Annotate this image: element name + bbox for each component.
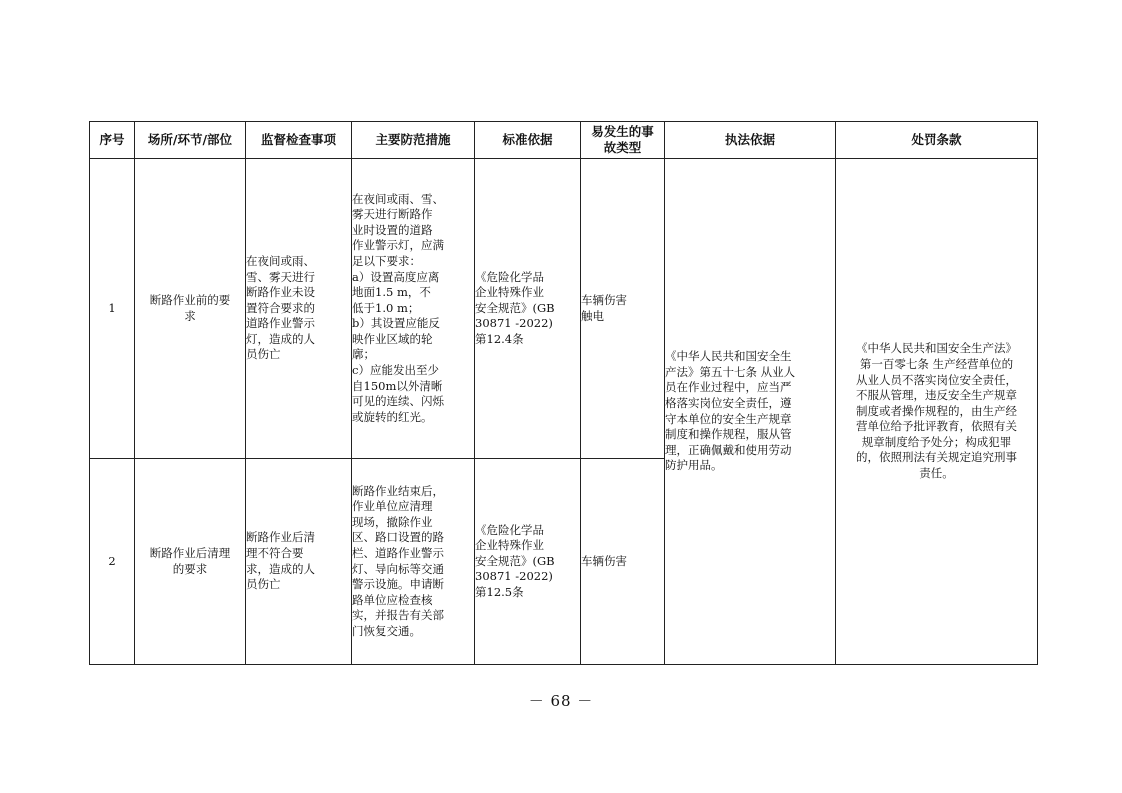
- row-standard: 《危险化学品 企业特殊作业 安全规范》(GB 30871 -2022) 第12.4条: [475, 159, 581, 459]
- row-accident: 车辆伤害 触电: [581, 159, 665, 459]
- row-no: 2: [90, 459, 135, 665]
- inspection-table: [89, 121, 1038, 665]
- table-row: [90, 159, 1038, 459]
- page-number: － 68 －: [528, 692, 594, 710]
- row-place: 断路作业前的要 求: [135, 159, 246, 459]
- row-measure: 在夜间或雨、雪、 雾天进行断路作 业时设置的道路 作业警示灯，应满 足以下要求： a）设置高度应离 地面1.5 m，不 低于1.0 m； b）其设置应能反 映作业区域的轮 廓； c）应能发出至少 自150m以外清晰 可见的连续、闪烁 或旋转的红光。: [352, 159, 475, 459]
- header-place: 场所/环节/部位: [135, 122, 246, 159]
- header-standard: 标准依据: [475, 122, 581, 159]
- row-accident: 车辆伤害: [581, 459, 665, 665]
- header-accident: 易发生的事 故类型: [581, 122, 665, 159]
- row-item: 在夜间或雨、 雪、雾天进行 断路作业未设 置符合要求的 道路作业警示 灯，造成的人 员伤亡: [246, 159, 352, 459]
- table-header-row: [90, 122, 1038, 159]
- header-penalty: 处罚条款: [836, 122, 1038, 159]
- header-no: 序号: [90, 122, 135, 159]
- law-basis: 《中华人民共和国安全生 产法》第五十七条 从业人 员在作业过程中，应当严 格落实岗位安全责任，遵 守本单位的安全生产规章 制度和操作规程，服从管 理，正确佩戴和使用劳动 防护用品。: [665, 159, 836, 665]
- row-item: 断路作业后清 理不符合要 求，造成的人 员伤亡: [246, 459, 352, 665]
- row-no: 1: [90, 159, 135, 459]
- header-law: 执法依据: [665, 122, 836, 159]
- row-measure: 断路作业结束后， 作业单位应清理 现场，撤除作业 区、路口设置的路 栏、道路作业警示 灯、导向标等交通 警示设施。申请断 路单位应检查核 实，并报告有关部 门恢复交通。: [352, 459, 475, 665]
- row-standard: 《危险化学品 企业特殊作业 安全规范》(GB 30871 -2022) 第12.5条: [475, 459, 581, 665]
- row-place: 断路作业后清理 的要求: [135, 459, 246, 665]
- header-measure: 主要防范措施: [352, 122, 475, 159]
- penalty-clause: 《中华人民共和国安全生产法》 第一百零七条 生产经营单位的 从业人员不落实岗位安全责任， 不服从管理，违反安全生产规章 制度或者操作规程的，由生产经 营单位给予批评教育，依照有关 规章制度给予处分；构成犯罪 的，依照刑法有关规定追究刑事 责任。: [836, 159, 1038, 665]
- header-item: 监督检查事项: [246, 122, 352, 159]
